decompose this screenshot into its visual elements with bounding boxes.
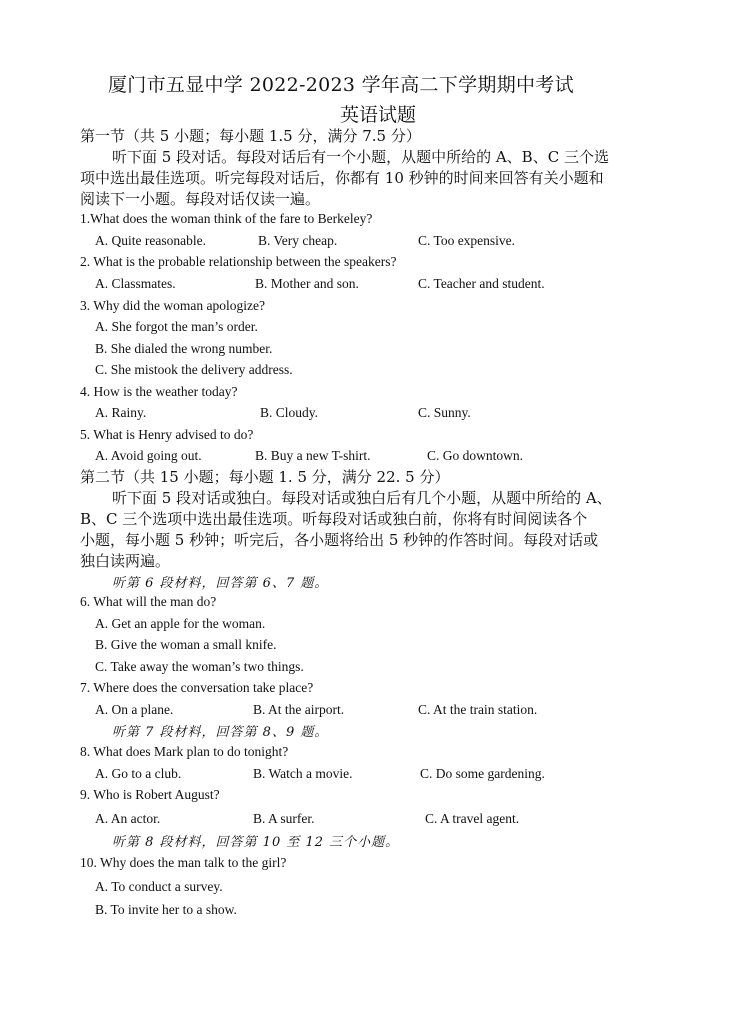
section2-heading: 第二节（共 15 小题；每小题 1. 5 分，满分 22. 5 分） <box>80 468 450 486</box>
question-5-option-b: B. Buy a new T-shirt. <box>255 448 371 463</box>
question-2-option-a: A. Classmates. <box>95 276 176 291</box>
question-7-option-c: C. At the train station. <box>418 702 538 717</box>
listening-note-7: 听第 7 段材料，回答第 8、9 题。 <box>112 725 329 740</box>
question-3-option-a: A. She forgot the man’s order. <box>95 319 258 334</box>
question-3-option-c: C. She mistook the delivery address. <box>95 362 293 377</box>
exam-title: 厦门市五显中学 2022-2023 学年高二下学期期中考试 <box>108 74 574 96</box>
question-10-stem: 10. Why does the man talk to the girl? <box>80 855 287 870</box>
question-2-option-c: C. Teacher and student. <box>418 276 545 291</box>
question-6-option-a: A. Get an apple for the woman. <box>95 616 266 631</box>
section2-instruction-line: 独白读两遍。 <box>80 552 171 570</box>
question-4-stem: 4. How is the weather today? <box>80 384 238 399</box>
question-9-option-b: B. A surfer. <box>253 811 315 826</box>
question-5-option-a: A. Avoid going out. <box>95 448 202 463</box>
section2-instruction-line: 听下面 5 段对话或独白。每段对话或独白后有几个小题，从题中所给的 A、 <box>112 489 612 507</box>
question-6-stem: 6. What will the man do? <box>80 594 217 609</box>
question-9-option-a: A. An actor. <box>95 811 161 826</box>
question-5-option-c: C. Go downtown. <box>427 448 524 463</box>
question-4-option-b: B. Cloudy. <box>260 405 319 420</box>
question-2-stem: 2. What is the probable relationship between the speakers? <box>80 254 397 269</box>
question-8-option-b: B. Watch a movie. <box>253 766 353 781</box>
question-1-stem: 1.What does the woman think of the fare to Berkeley? <box>80 211 373 226</box>
question-10-option-a: A. To conduct a survey. <box>95 879 223 894</box>
question-6-option-c: C. Take away the woman’s two things. <box>95 659 304 674</box>
question-9-stem: 9. Who is Robert August? <box>80 787 220 802</box>
question-6-option-b: B. Give the woman a small knife. <box>95 637 277 652</box>
question-9-option-c: C. A travel agent. <box>425 811 520 826</box>
exam-subtitle: 英语试题 <box>340 104 417 126</box>
question-10-option-b: B. To invite her to a show. <box>95 902 237 917</box>
section1-instruction-line: 听下面 5 段对话。每段对话后有一个小题，从题中所给的 A、B、C 三个选 <box>112 148 609 166</box>
question-2-option-b: B. Mother and son. <box>255 276 359 291</box>
question-1-option-b: B. Very cheap. <box>258 233 338 248</box>
question-8-stem: 8. What does Mark plan to do tonight? <box>80 744 289 759</box>
question-4-option-a: A. Rainy. <box>95 405 147 420</box>
question-8-option-a: A. Go to a club. <box>95 766 182 781</box>
question-7-option-b: B. At the airport. <box>253 702 345 717</box>
listening-note-8: 听第 8 段材料，回答第 10 至 12 三个小题。 <box>112 835 400 850</box>
question-1-option-a: A. Quite reasonable. <box>95 233 206 248</box>
section1-heading: 第一节（共 5 小题；每小题 1.5 分，满分 7.5 分） <box>80 127 421 145</box>
question-3-stem: 3. Why did the woman apologize? <box>80 298 265 313</box>
listening-note-6: 听第 6 段材料，回答第 6、7 题。 <box>112 576 329 591</box>
question-1-option-c: C. Too expensive. <box>418 233 516 248</box>
question-7-option-a: A. On a plane. <box>95 702 174 717</box>
question-3-option-b: B. She dialed the wrong number. <box>95 341 273 356</box>
question-4-option-c: C. Sunny. <box>418 405 471 420</box>
question-8-option-c: C. Do some gardening. <box>420 766 545 781</box>
section2-instruction-line: B、C 三个选项中选出最佳选项。听每段对话或独白前，你将有时间阅读各个 <box>80 510 588 528</box>
section2-instruction-line: 小题，每小题 5 秒钟；听完后，各小题将给出 5 秒钟的作答时间。每段对话或 <box>80 531 599 549</box>
question-7-stem: 7. Where does the conversation take place? <box>80 680 314 695</box>
question-5-stem: 5. What is Henry advised to do? <box>80 427 254 442</box>
section1-instruction-line: 项中选出最佳选项。听完每段对话后，你都有 10 秒钟的时间来回答有关小题和 <box>80 169 604 187</box>
section1-instruction-line: 阅读下一小题。每段对话仅读一遍。 <box>80 190 321 208</box>
